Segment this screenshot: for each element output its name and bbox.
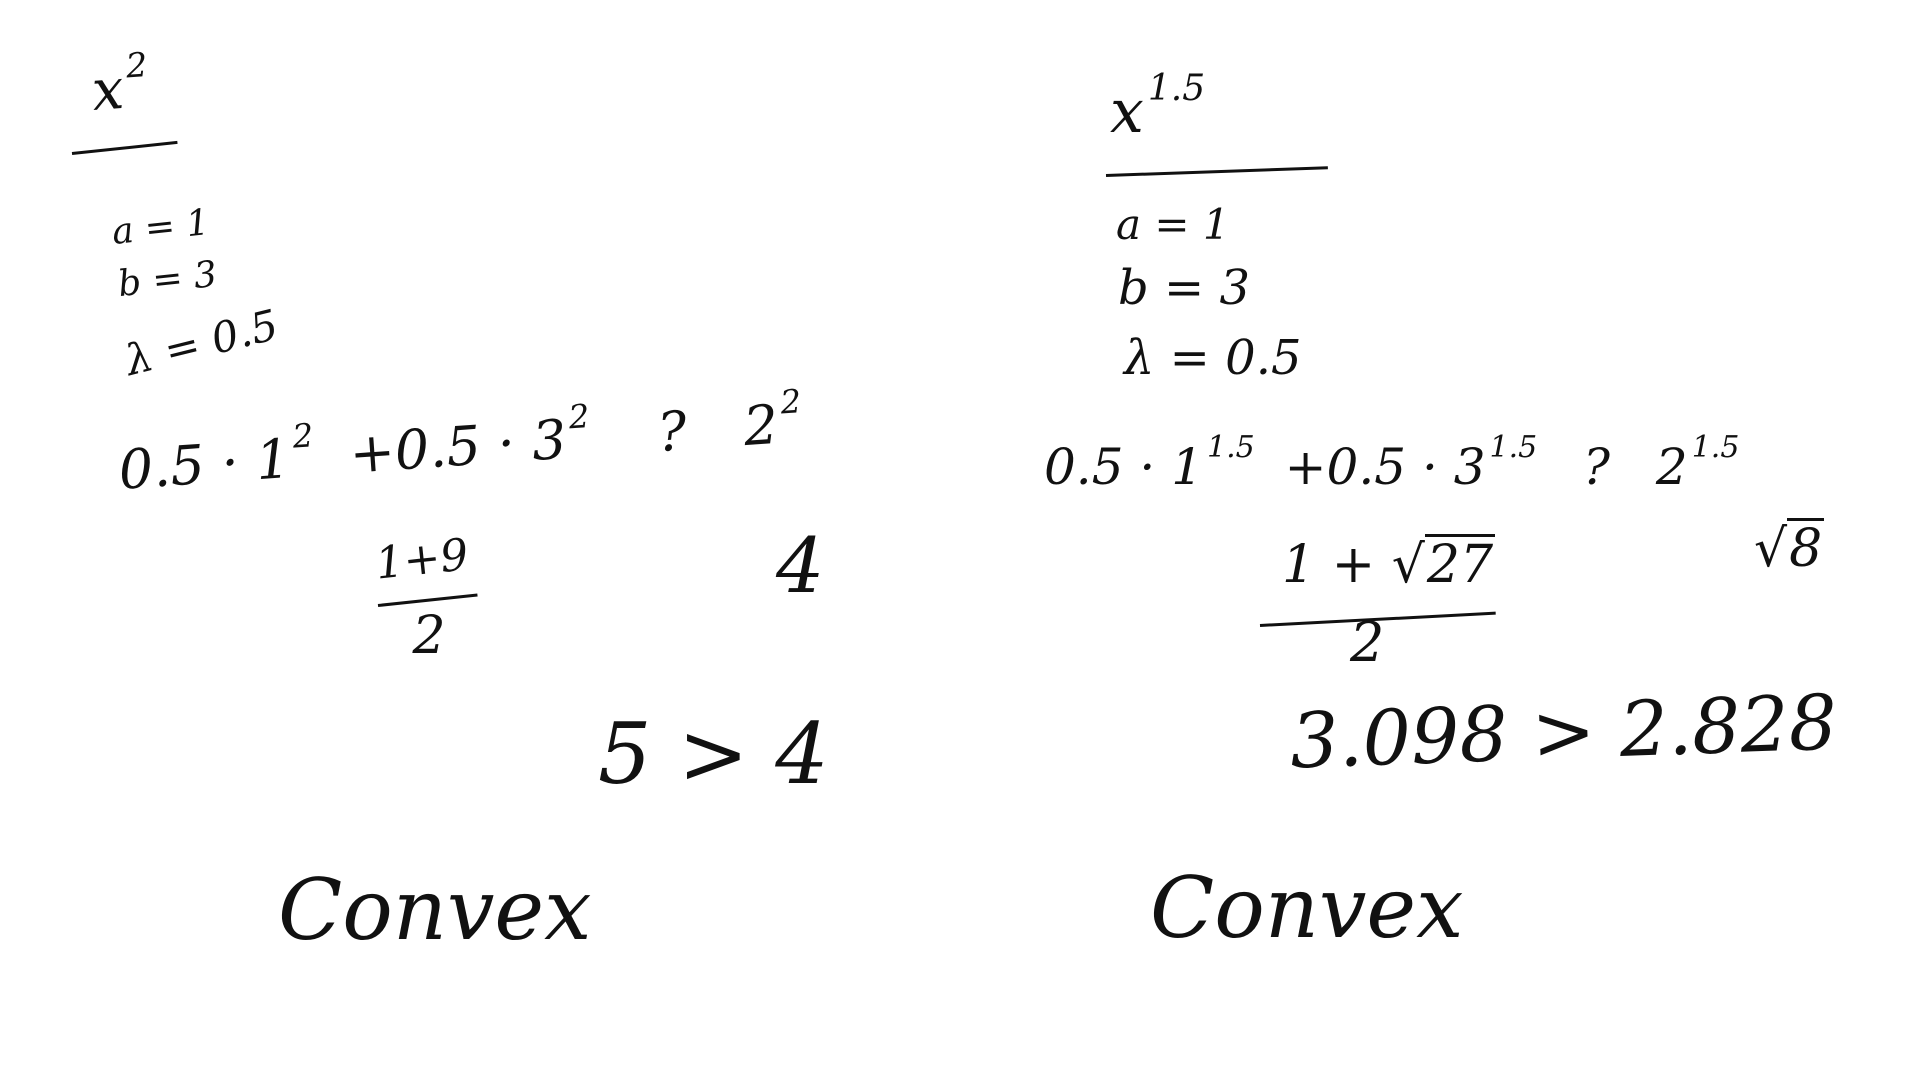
- right-param-a: a = 1: [1116, 200, 1230, 249]
- right-term-1: 0.5 · 1: [1044, 438, 1204, 496]
- left-fraction-numerator: 1+9: [373, 529, 471, 590]
- right-term-2: +0.5 · 3: [1284, 438, 1486, 496]
- right-function-base: x: [1110, 77, 1144, 147]
- sqrt-icon: √: [1391, 535, 1425, 595]
- right-param-lambda: λ = 0.5: [1124, 330, 1302, 386]
- left-rhs-value: 4: [776, 521, 825, 610]
- right-function-exponent: 1.5: [1147, 67, 1206, 109]
- left-term-2: +0.5 · 3: [347, 407, 569, 486]
- right-numerator-one-plus: 1 +: [1282, 535, 1376, 595]
- right-comparison: 3.098 > 2.828: [1288, 677, 1839, 786]
- right-fraction-denominator: 2: [1350, 611, 1385, 674]
- left-rhs: 2: [741, 392, 781, 459]
- left-term-1: 0.5 · 1: [116, 427, 293, 502]
- right-param-b: b = 3: [1118, 260, 1250, 316]
- left-param-lambda: λ = 0.5: [120, 299, 283, 386]
- right-inequality: [1044, 430, 1740, 496]
- right-fraction-numerator: [1282, 534, 1495, 595]
- right-rhs-exponent: 1.5: [1691, 430, 1740, 465]
- left-term-2-exponent: 2: [567, 396, 591, 437]
- left-rhs-exponent: 2: [779, 382, 803, 422]
- left-term-1-exponent: 2: [291, 416, 315, 456]
- right-title-underline: [1106, 166, 1328, 177]
- right-sqrt-27: [1391, 534, 1495, 595]
- right-function-title: [1110, 67, 1206, 147]
- right-term-2-exponent: 1.5: [1489, 430, 1538, 465]
- right-relation: ?: [1583, 438, 1610, 496]
- right-conclusion: Convex: [1150, 859, 1464, 957]
- left-fraction-bar: [378, 594, 478, 607]
- sqrt-icon: √: [1754, 519, 1788, 579]
- right-rhs-sqrt-8: [1754, 518, 1824, 579]
- left-fraction-denominator: 2: [412, 606, 446, 666]
- left-function-title: [89, 44, 151, 124]
- left-comparison: 5 > 4: [598, 705, 829, 803]
- left-conclusion: Convex: [278, 861, 592, 959]
- left-title-underline: [72, 141, 178, 155]
- left-relation: ?: [655, 399, 689, 465]
- left-param-b: b = 3: [116, 253, 219, 306]
- left-function-base: x: [89, 56, 126, 124]
- left-inequality: [116, 382, 804, 502]
- right-sqrt-27-radicand: 27: [1426, 535, 1494, 595]
- right-term-1-exponent: 1.5: [1207, 430, 1255, 465]
- left-param-a: a = 1: [110, 202, 212, 253]
- right-sqrt-8-radicand: 8: [1789, 519, 1823, 579]
- left-function-exponent: 2: [124, 44, 149, 86]
- right-rhs: 2: [1655, 438, 1688, 496]
